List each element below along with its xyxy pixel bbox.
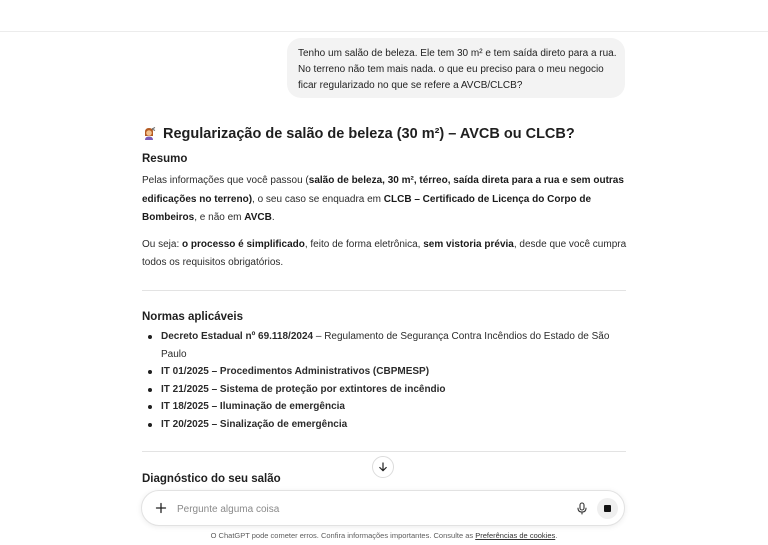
- bold-span: edificações no terreno): [142, 193, 253, 205]
- summary-paragraph-1: [142, 172, 628, 228]
- text-span: , desde que você cumpra: [513, 238, 627, 250]
- summary-paragraph-2: [142, 236, 628, 273]
- bold-span: AVCB: [244, 212, 272, 223]
- norms-heading: Normas aplicáveis: [142, 311, 244, 323]
- norm-code: Decreto Estadual nº 69.118/2024: [161, 331, 314, 342]
- norm-code: IT 20/2025 – Sinalização de emergência: [161, 418, 348, 430]
- user-message-bubble: [287, 38, 625, 98]
- bold-span: salão de beleza, 30 m², térreo, saída direta para a rua e sem outras: [308, 175, 624, 186]
- user-message-line: No terreno não tem mais nada. o que eu preciso para o meu negocio: [298, 64, 604, 75]
- response-title: Regularização de salão de beleza (30 m²) – AVCB ou CLCB?: [163, 126, 575, 142]
- response-title-row: [142, 124, 628, 144]
- user-message-line: ficar regularizado no que se refere a AVCB/CLCB?: [298, 80, 523, 91]
- microphone-icon: [576, 502, 588, 515]
- text-span: Ou seja:: [142, 238, 183, 250]
- woman-getting-haircut-emoji-icon: [142, 127, 156, 141]
- text-span: , e não em: [194, 212, 245, 223]
- user-message-line: Tenho um salão de beleza. Ele tem 30 m² e tem saída direto para a rua.: [298, 48, 617, 59]
- top-bar: [0, 0, 768, 32]
- diagnosis-section: [142, 473, 628, 485]
- message-composer: [141, 490, 625, 526]
- norm-description: – Regulamento de Segurança Contra Incêndios do Estado de São: [313, 331, 610, 342]
- arrow-down-icon: [378, 462, 388, 472]
- norms-section: [142, 311, 628, 433]
- norm-description-continued: Paulo: [161, 348, 187, 360]
- section-divider: [142, 290, 626, 291]
- text-span: , feito de forma eletrônica,: [304, 238, 424, 250]
- text-span: , o seu caso se enquadra em: [252, 193, 384, 205]
- bold-span: o processo é simplificado: [182, 238, 305, 250]
- voice-input-button[interactable]: [574, 500, 590, 516]
- list-item: [142, 416, 628, 434]
- norms-list: [142, 328, 628, 433]
- list-item: [142, 328, 628, 363]
- plus-icon: [155, 502, 167, 514]
- summary-line: [142, 172, 628, 191]
- summary-line: [142, 236, 628, 255]
- summary-line: [142, 191, 628, 210]
- stop-generation-button[interactable]: [597, 498, 618, 519]
- list-item: [142, 381, 628, 399]
- list-item: [142, 398, 628, 416]
- add-attachment-button[interactable]: [152, 499, 170, 517]
- prompt-input[interactable]: [175, 500, 559, 518]
- cookie-preferences-link[interactable]: Preferências de cookies: [475, 531, 556, 540]
- bold-span: sem vistoria prévia: [423, 238, 514, 250]
- footer-text: O ChatGPT pode cometer erros. Confira informações importantes. Consulte as: [210, 531, 476, 540]
- stop-icon: [604, 505, 611, 512]
- summary-section: [142, 153, 628, 273]
- text-span: .: [271, 212, 275, 223]
- norm-code: IT 21/2025 – Sistema de proteção por extintores de incêndio: [161, 383, 446, 395]
- list-item: [142, 363, 628, 381]
- summary-line: [142, 209, 628, 228]
- bold-span: Bombeiros: [142, 212, 195, 223]
- section-divider: [142, 451, 626, 452]
- footer-disclaimer: [0, 531, 768, 540]
- bold-span: CLCB – Certificado de Licença do Corpo de: [383, 193, 592, 205]
- footer-text-end: .: [555, 531, 558, 540]
- summary-heading: Resumo: [142, 153, 188, 165]
- summary-line: todos os requisitos obrigatórios.: [142, 257, 284, 268]
- diagnosis-heading: Diagnóstico do seu salão: [142, 473, 281, 485]
- norm-code: IT 01/2025 – Procedimentos Administrativos (CBPMESP): [161, 366, 430, 377]
- norm-code: IT 18/2025 – Iluminação de emergência: [161, 401, 345, 412]
- text-span: Pelas informações que você passou (: [142, 175, 309, 186]
